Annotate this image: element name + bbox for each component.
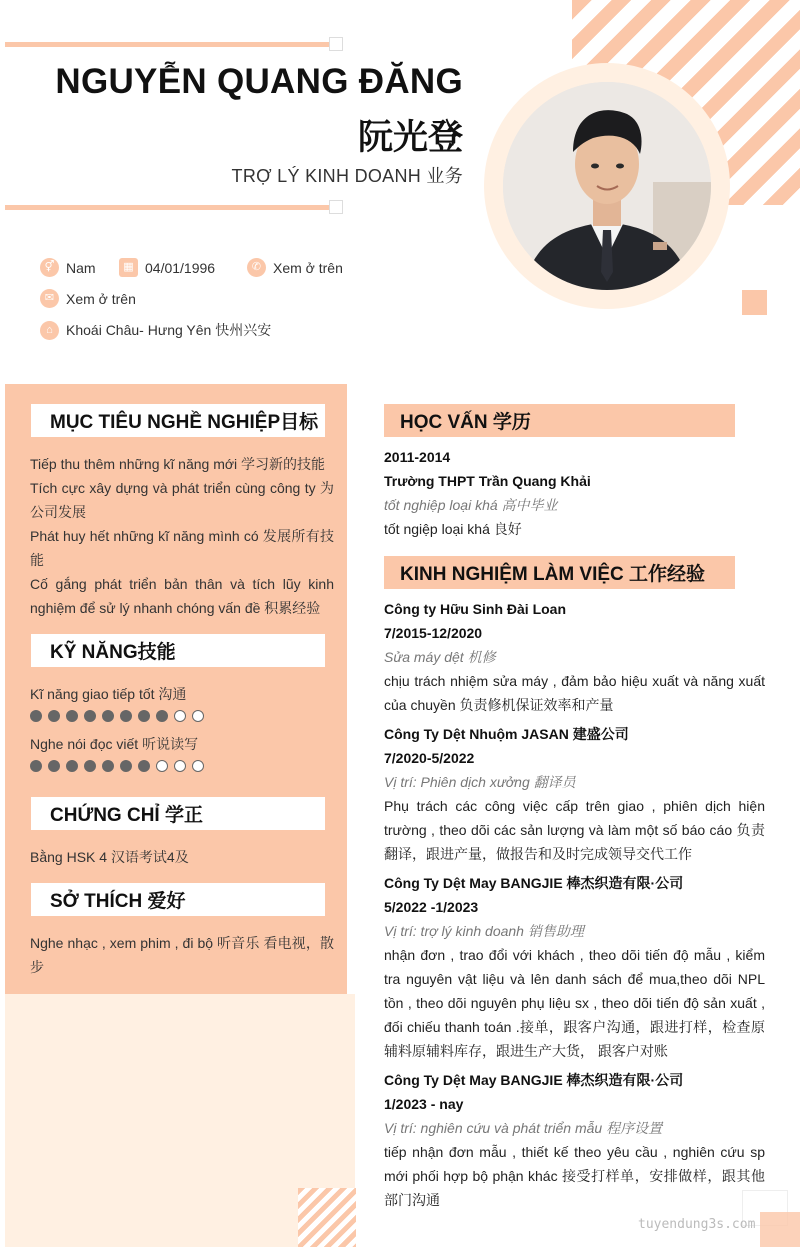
rating-dot-filled <box>30 710 42 722</box>
education-note: tốt ngiệp loại khá 良好 <box>384 521 522 537</box>
watermark-text: tuyendung3s.com <box>638 1217 756 1232</box>
certificates-heading: CHỨNG CHỈ 学正 <box>31 797 325 830</box>
objective-line: Tích cực xây dựng và phát triển cùng công ty 为公司发展 <box>30 480 334 520</box>
rating-dot-filled <box>66 710 78 722</box>
skill-name: Kĩ năng giao tiếp tốt 沟通 <box>30 686 187 702</box>
rating-dot-filled <box>84 760 96 772</box>
rating-dot-filled <box>120 710 132 722</box>
rating-dot-filled <box>66 760 78 772</box>
birthday-value: 04/01/1996 <box>145 259 216 276</box>
job-position: Vị trí: trợ lý kinh doanh 销售助理 <box>384 923 584 939</box>
job-company: Công ty Hữu Sinh Đài Loan <box>384 601 567 617</box>
header-rule-top <box>5 42 329 47</box>
rating-dot-empty <box>192 760 204 772</box>
job-entry <box>384 597 765 717</box>
rating-dot-empty <box>156 760 168 772</box>
address-value: Khoái Châu- Hưng Yên 快州兴安 <box>66 322 272 338</box>
hobbies-heading: SỞ THÍCH 爱好 <box>31 883 325 916</box>
rating-dot-filled <box>84 710 96 722</box>
job-position: Sửa máy dệt 机修 <box>384 649 496 665</box>
skill-rating <box>30 760 204 772</box>
gender-icon: ⚥ <box>40 258 59 277</box>
gender-info <box>40 258 96 277</box>
skill-name: Nghe nói đọc viết 听说读写 <box>30 736 199 752</box>
education-degree: tốt nghiệp loại khá 高中毕业 <box>384 497 558 513</box>
objective-line: Tiếp thu thêm những kĩ năng mới 学习新的技能 <box>30 456 326 472</box>
rating-dot-filled <box>48 710 60 722</box>
skill-rating <box>30 710 204 722</box>
job-description: nhận đơn , trao đổi với khách , theo dõi tiến độ mẫu , kiểm tra nguyên vật liệu và lên danh sách để mua,theo dõi NPL tồn , theo dõi nguyên phụ liệu sx , theo dõi tiến độ sản xuất , đối chiếu thanh toán .接单，跟客户沟通，跟进打样，检查原辅料原辅料库存，跟进生产大货， 跟客户对账 <box>384 947 765 1059</box>
rating-dot-empty <box>192 710 204 722</box>
rating-dot-empty <box>174 760 186 772</box>
job-position: Vị trí: Phiên dịch xưởng 翻译员 <box>384 774 576 790</box>
rating-dot-filled <box>138 760 150 772</box>
objective-line: Phát huy hết những kĩ năng mình có 发展所有技能 <box>30 528 334 568</box>
skills-heading: KỸ NĂNG技能 <box>31 634 325 667</box>
email-value: Xem ở trên <box>66 290 136 307</box>
decorative-corner <box>760 1212 800 1247</box>
hobbies-text: Nghe nhạc , xem phim , đi bộ 听音乐 看电视，散步 <box>30 935 334 975</box>
candidate-name: NGUYỄN QUANG ĐĂNG <box>55 62 463 101</box>
job-entry <box>384 1068 765 1212</box>
rating-dot-filled <box>138 710 150 722</box>
phone-info <box>247 258 343 277</box>
address-info <box>40 320 271 340</box>
job-title: TRỢ LÝ KINH DOANH 业务 <box>231 166 463 186</box>
rating-dot-filled <box>156 710 168 722</box>
job-period: 5/2022 -1/2023 <box>384 899 479 915</box>
phone-value: Xem ở trên <box>273 259 343 276</box>
job-period: 7/2015-12/2020 <box>384 625 483 641</box>
phone-icon: ✆ <box>247 258 266 277</box>
certificate-text: Bằng HSK 4 汉语考试4及 <box>30 849 189 865</box>
job-description: chịu trách nhiệm sửa máy , đảm bảo hiệu xuất và năng xuất của chuyền 负责修机保证效率和产量 <box>384 673 765 713</box>
candidate-name-chinese: 阮光登 <box>357 118 463 158</box>
experience-heading: KINH NGHIỆM LÀM VIỆC 工作经验 <box>384 556 735 589</box>
objective-section <box>30 452 334 620</box>
header-rule-bottom-end <box>329 200 343 214</box>
job-company: Công Ty Dệt May BANGJIE 棒杰织造有限·公司 <box>384 1072 684 1088</box>
rating-dot-filled <box>102 760 114 772</box>
education-section <box>384 445 765 541</box>
education-school: Trường THPT Trần Quang Khải <box>384 473 591 489</box>
email-info <box>40 289 136 308</box>
job-entry <box>384 722 765 866</box>
education-period: 2011-2014 <box>384 449 451 465</box>
objective-heading: MỤC TIÊU NGHỀ NGHIỆP目标 <box>31 404 325 437</box>
decorative-stripes-bottom <box>298 1188 356 1247</box>
profile-photo <box>503 82 711 290</box>
avatar-illustration <box>503 82 711 290</box>
decorative-square <box>742 290 767 315</box>
rating-dot-filled <box>48 760 60 772</box>
gender-value: Nam <box>66 259 96 276</box>
job-description: tiếp nhận đơn mẫu , thiết kế theo yêu cầu , nghiên cứu sp mới phối hợp bộ phận khác 接受打样单，安排做样，跟其他部门沟通 <box>384 1144 765 1208</box>
rating-dot-filled <box>30 760 42 772</box>
job-position: Vị trí: nghiên cứu và phát triển mẫu 程序设置 <box>384 1120 663 1136</box>
rating-dot-filled <box>120 760 132 772</box>
education-heading: HỌC VẤN 学历 <box>384 404 735 437</box>
job-description: Phụ trách các công việc cấp trên giao , phiên dịch hiện trường , theo dõi các sản lượng và làm một số báo cáo 负责翻译，跟进产量，做报告和及时完成领导交代工作 <box>384 798 765 862</box>
email-icon: ✉ <box>40 289 59 308</box>
rating-dot-filled <box>102 710 114 722</box>
objective-line: Cố gắng phát triển bản thân và tích lũy kinh nghiệm để sử lý nhanh chóng vấn đề 积累经验 <box>30 576 334 616</box>
job-company: Công Ty Dệt May BANGJIE 棒杰织造有限·公司 <box>384 875 684 891</box>
rating-dot-empty <box>174 710 186 722</box>
birthday-info <box>119 258 215 277</box>
calendar-icon: ▦ <box>119 258 138 277</box>
header-rule-top-end <box>329 37 343 51</box>
job-company: Công Ty Dệt Nhuộm JASAN 建盛公司 <box>384 726 629 742</box>
home-icon: ⌂ <box>40 321 59 340</box>
job-entry <box>384 871 765 1063</box>
job-period: 1/2023 - nay <box>384 1096 464 1112</box>
header-rule-bottom <box>5 205 329 210</box>
job-period: 7/2020-5/2022 <box>384 750 475 766</box>
